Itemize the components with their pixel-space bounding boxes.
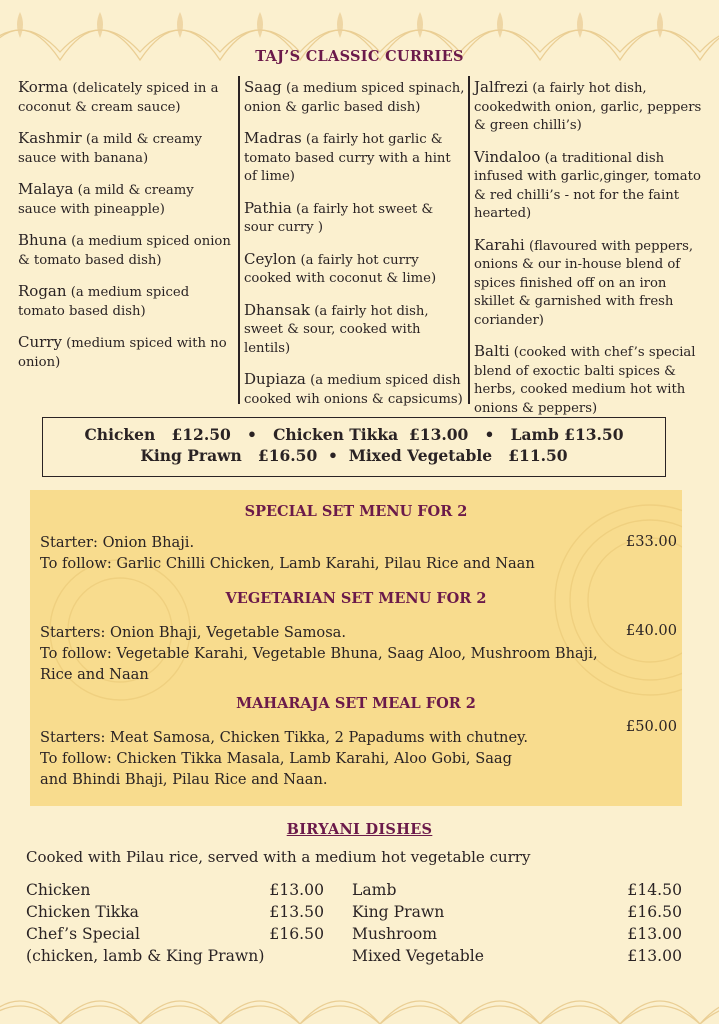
curry-name: Bhuna <box>18 231 67 249</box>
biryani-item-price: £13.00 <box>627 947 682 965</box>
curry-prices-line-2: King Prawn £16.50 • Mixed Vegetable £11.50 <box>140 446 568 465</box>
set-menu-2-line-1: Starters: Onion Bhaji, Vegetable Samosa. <box>40 624 347 641</box>
curry-description: (a fairly hot sweet & sour curry ) <box>244 201 434 235</box>
curry-item <box>18 78 232 117</box>
curry-column-3 <box>474 78 706 430</box>
biryani-item <box>352 901 682 923</box>
curry-description: (a medium spiced onion & tomato based dish) <box>18 234 231 268</box>
biryani-item-price: £13.50 <box>269 903 324 921</box>
curry-item <box>474 236 706 331</box>
decorative-bottom-border <box>0 974 719 1024</box>
curry-item <box>244 370 466 409</box>
biryani-description: Cooked with Pilau rice, served with a medium hot vegetable curry <box>26 848 531 866</box>
biryani-item <box>352 945 682 967</box>
curry-name: Curry <box>18 333 62 351</box>
curry-description: (a mild & creamy sauce with banana) <box>18 132 202 166</box>
curry-name: Madras <box>244 129 302 147</box>
biryani-item <box>26 923 324 945</box>
biryani-item-price: £13.00 <box>627 925 682 943</box>
curry-name: Jalfrezi <box>474 78 529 96</box>
biryani-item-name: King Prawn <box>352 903 445 921</box>
biryani-title: BIRYANI DISHES <box>286 821 433 838</box>
curry-description: (cooked with chef’s special blend of exoctic balti spices & herbs, cooked medium hot with onions & peppers) <box>474 345 696 416</box>
curry-name: Karahi <box>474 235 525 254</box>
curry-item <box>18 231 232 270</box>
curry-description: (a medium spiced dish cooked wih onions & capsicums) <box>244 373 463 407</box>
set-menu-3-line-1: Starters: Meat Samosa, Chicken Tikka, 2 Papadums with chutney. <box>40 729 529 746</box>
curry-description: (a traditional dish infused with garlic,ginger, tomato & red chilli’s - not for the faint hearted) <box>474 150 701 221</box>
set-menu-1-text <box>40 532 610 574</box>
curry-name: Ceylon <box>244 249 297 268</box>
set-menu-1-price: £33.00 <box>625 533 677 550</box>
biryani-item <box>26 879 324 901</box>
curry-item <box>18 282 232 321</box>
biryani-list-right <box>352 879 682 967</box>
curry-name: Korma <box>18 78 69 96</box>
curry-description: (a fairly hot dish, cookedwith onion, garlic, peppers & green chilli’s) <box>474 81 702 133</box>
set-menu-2-line-2: To follow: Vegetable Karahi, Vegetable Bhuna, Saag Aloo, Mushroom Bhaji, Rice and Naan <box>40 645 598 683</box>
biryani-item <box>352 879 682 901</box>
curry-item <box>244 250 466 289</box>
curry-description: (flavoured with peppers, onions & our in-house blend of spices finished off on an iron skillet & garnished with fresh coriander) <box>474 238 694 328</box>
biryani-item <box>352 923 682 945</box>
curry-name: Balti <box>474 342 510 360</box>
column-divider <box>468 76 470 404</box>
biryani-item-price: £16.50 <box>627 903 682 921</box>
set-menu-3-title: MAHARAJA SET MEAL FOR 2 <box>236 695 476 712</box>
curry-item <box>18 129 232 168</box>
curry-item <box>244 78 466 117</box>
curry-column-2 <box>244 78 466 421</box>
biryani-item <box>26 901 324 923</box>
curry-description: (delicately spiced in a coconut & cream sauce) <box>18 81 219 115</box>
set-menu-2-price: £40.00 <box>625 622 677 639</box>
biryani-item-name: Mushroom <box>352 925 438 943</box>
biryani-item-name: Chef’s Special <box>26 925 140 943</box>
curry-description: (a mild & creamy sauce with pineapple) <box>18 183 194 217</box>
set-menu-1-line-1: Starter: Onion Bhaji. <box>40 534 195 551</box>
curry-price-box <box>42 417 666 477</box>
biryani-item-price: £16.50 <box>269 925 324 943</box>
curry-description: (a medium spiced tomato based dish) <box>18 285 190 319</box>
curry-name: Pathia <box>244 198 292 217</box>
biryani-list-left <box>26 879 324 945</box>
curry-item <box>474 78 706 136</box>
biryani-item-name: Lamb <box>352 881 397 899</box>
curry-item <box>474 342 706 418</box>
biryani-item-price: £13.00 <box>269 881 324 899</box>
classic-curries-title: TAJ’S CLASSIC CURRIES <box>255 48 464 65</box>
curry-item <box>244 129 466 187</box>
curry-description: (medium spiced with no onion) <box>18 336 227 370</box>
curry-description: (a medium spiced spinach, onion & garlic based dish) <box>244 81 465 115</box>
curry-item <box>18 333 232 372</box>
biryani-item-price: £14.50 <box>627 881 682 899</box>
curry-item <box>18 180 232 219</box>
curry-name: Vindaloo <box>474 147 541 166</box>
curry-description: (a fairly hot curry cooked with coconut & lime) <box>244 252 437 286</box>
set-menu-2-title: VEGETARIAN SET MENU FOR 2 <box>225 590 487 607</box>
curry-name: Dupiaza <box>244 370 306 388</box>
column-divider <box>238 76 240 404</box>
biryani-chefs-special-note: (chicken, lamb & King Prawn) <box>26 947 265 965</box>
set-menu-1-title: SPECIAL SET MENU FOR 2 <box>244 503 468 520</box>
curry-prices-line-1: Chicken £12.50 • Chicken Tikka £13.00 • Lamb £13.50 <box>84 425 624 444</box>
biryani-item-name: Chicken <box>26 881 91 899</box>
set-menu-1-line-2: To follow: Garlic Chilli Chicken, Lamb Karahi, Pilau Rice and Naan <box>40 555 535 572</box>
curry-name: Saag <box>244 78 282 96</box>
curry-name: Dhansak <box>244 300 311 319</box>
curry-name: Rogan <box>18 282 67 300</box>
set-menu-3-price: £50.00 <box>625 718 677 735</box>
set-menu-3-text <box>40 727 530 790</box>
curry-column-1 <box>18 78 232 384</box>
curry-item <box>244 199 466 238</box>
curry-item <box>244 301 466 359</box>
curry-item <box>474 148 706 224</box>
curry-name: Kashmir <box>18 129 82 147</box>
biryani-item-name: Mixed Vegetable <box>352 947 484 965</box>
set-menu-3-line-2: To follow: Chicken Tikka Masala, Lamb Karahi, Aloo Gobi, Saag and Bhindi Bhaji, Pilau Rice and Naan. <box>40 750 512 788</box>
set-menu-2-text <box>40 622 600 685</box>
curry-description: (a fairly hot dish, sweet & sour, cooked with lentils) <box>244 303 429 356</box>
biryani-item-name: Chicken Tikka <box>26 903 139 921</box>
curry-description: (a fairly hot garlic & tomato based curry with a hint of lime) <box>244 132 451 184</box>
curry-name: Malaya <box>18 180 74 198</box>
